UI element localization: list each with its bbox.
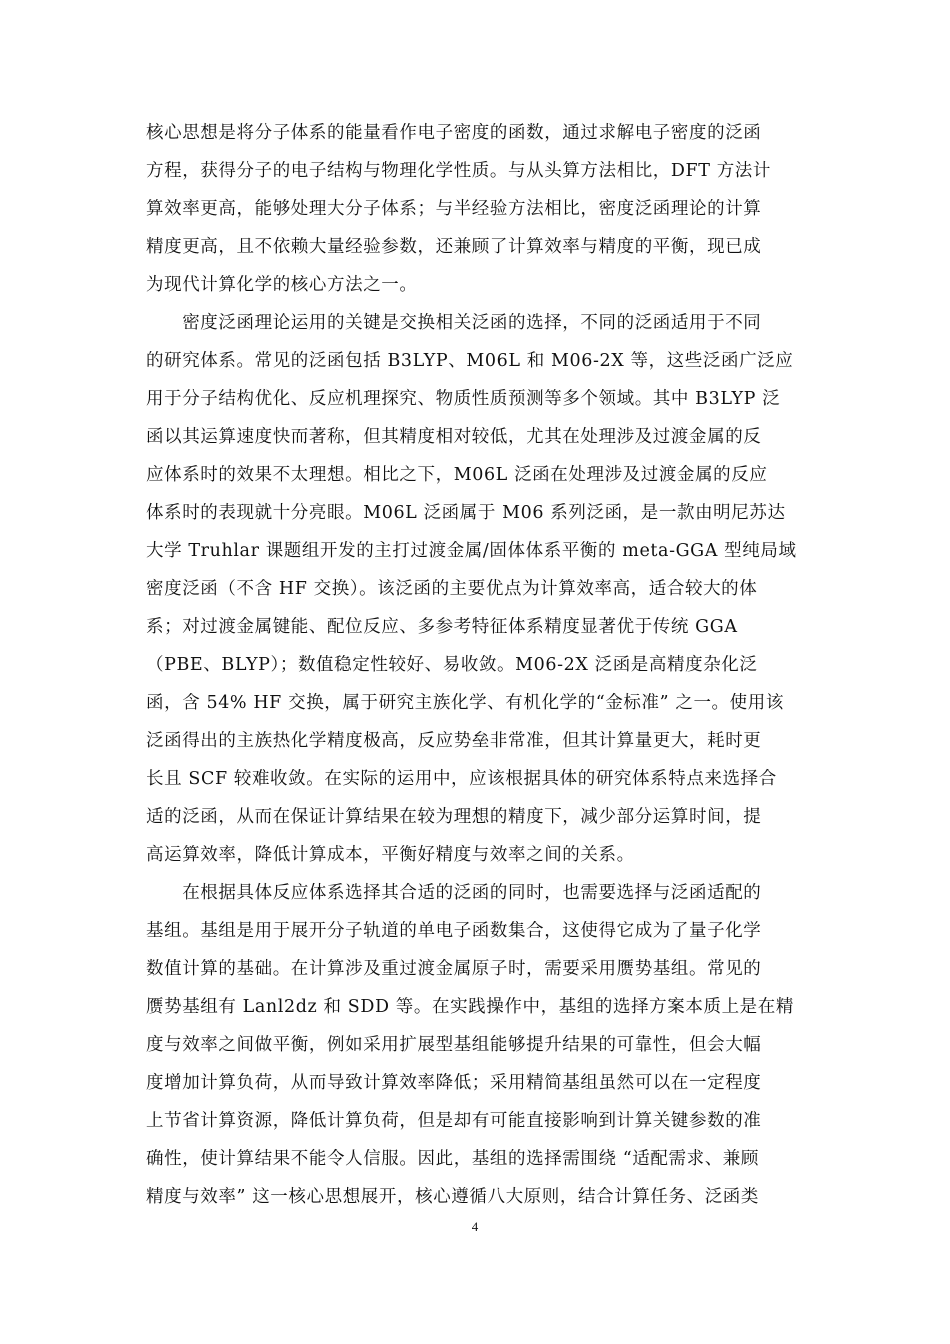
text-line: 基组。基组是用于展开分子轨道的单电子函数集合，这使得它成为了量子化学: [146, 921, 762, 941]
text-line: 大学 Truhlar 课题组开发的主打过渡金属/固体体系平衡的 meta-GGA 型纯局域: [146, 541, 797, 561]
text-line: 数值计算的基础。在计算涉及重过渡金属原子时，需要采用赝势基组。常见的: [146, 959, 762, 979]
text-line: 密度泛函理论运用的关键是交换相关泛函的选择，不同的泛函适用于不同: [146, 313, 762, 333]
text-line: 长且 SCF 较难收敛。在实际的运用中，应该根据具体的研究体系特点来选择合: [146, 769, 777, 789]
text-line: 精度与效率” 这一核心思想展开，核心遵循八大原则，结合计算任务、泛函类: [146, 1187, 760, 1207]
text-line: 在根据具体反应体系选择其合适的泛函的同时，也需要选择与泛函适配的: [146, 883, 762, 903]
text-line: 用于分子结构优化、反应机理探究、物质性质预测等多个领域。其中 B3LYP 泛: [146, 389, 781, 409]
text-line: 函以其运算速度快而著称，但其精度相对较低，尤其在处理涉及过渡金属的反: [146, 427, 762, 447]
text-line: 函，含 54% HF 交换，属于研究主族化学、有机化学的“金标准” 之一。使用该: [146, 693, 784, 713]
text-line: 核心思想是将分子体系的能量看作电子密度的函数，通过求解电子密度的泛函: [146, 123, 762, 143]
text-line: 系；对过渡金属键能、配位反应、多参考特征体系精度显著优于传统 GGA: [146, 617, 738, 637]
text-line: （PBE、BLYP）；数值稳定性较好、易收敛。M06-2X 泛函是高精度杂化泛: [146, 655, 758, 675]
text-line: 密度泛函（不含 HF 交换）。该泛函的主要优点为计算效率高，适合较大的体: [146, 579, 758, 599]
text-line: 应体系时的效果不太理想。相比之下，M06L 泛函在处理涉及过渡金属的反应: [146, 465, 768, 485]
text-line: 度与效率之间做平衡，例如采用扩展型基组能够提升结果的可靠性，但会大幅: [146, 1035, 762, 1055]
text-line: 度增加计算负荷，从而导致计算效率降低；采用精简基组虽然可以在一定程度: [146, 1073, 762, 1093]
text-line: 体系时的表现就十分亮眼。M06L 泛函属于 M06 系列泛函，是一款由明尼苏达: [146, 503, 786, 523]
text-line: 算效率更高，能够处理大分子体系；与半经验方法相比，密度泛函理论的计算: [146, 199, 762, 219]
page-number: 4: [471, 1219, 479, 1234]
text-line: 赝势基组有 Lanl2dz 和 SDD 等。在实践操作中，基组的选择方案本质上是在精: [146, 997, 794, 1017]
text-line: 方程，获得分子的电子结构与物理化学性质。与从头算方法相比，DFT 方法计: [146, 161, 772, 181]
text-line: 精度更高，且不依赖大量经验参数，还兼顾了计算效率与精度的平衡，现已成: [146, 237, 762, 257]
text-line: 为现代计算化学的核心方法之一。: [146, 275, 418, 295]
text-line: 高运算效率，降低计算成本，平衡好精度与效率之间的关系。: [146, 845, 635, 865]
text-line: 确性，使计算结果不能令人信服。因此，基组的选择需围绕 “适配需求、兼顾: [146, 1149, 760, 1169]
text-line: 的研究体系。常见的泛函包括 B3LYP、M06L 和 M06-2X 等，这些泛函广泛应: [146, 351, 794, 371]
text-line: 泛函得出的主族热化学精度极高，反应势垒非常准，但其计算量更大，耗时更: [146, 731, 762, 751]
text-line: 适的泛函，从而在保证计算结果在较为理想的精度下，减少部分运算时间，提: [146, 807, 762, 827]
text-line: 上节省计算资源，降低计算负荷，但是却有可能直接影响到计算关键参数的准: [146, 1111, 762, 1131]
